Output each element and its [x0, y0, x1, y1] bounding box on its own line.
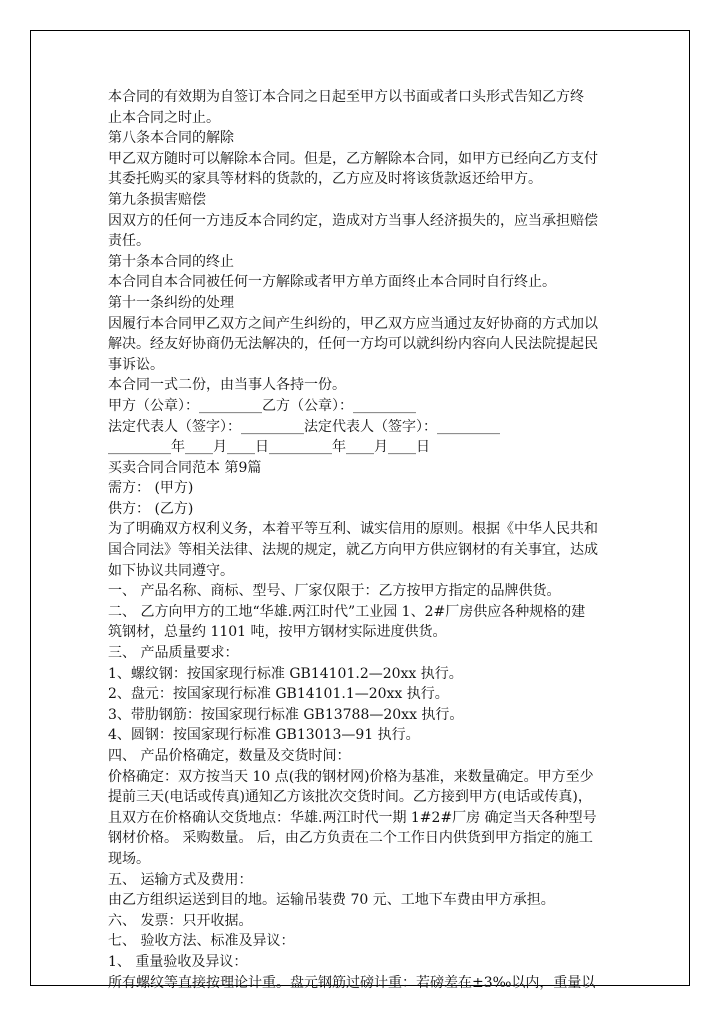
text-line: 提前三天(电话或传真)通知乙方该批次交货时间。乙方接到甲方(电话或传真)，: [108, 789, 592, 806]
list-item: 1、 重量验收及异议：: [108, 953, 248, 970]
document-body: [108, 87, 616, 993]
text-line: 甲乙双方随时可以解除本合同。但是，乙方解除本合同，如甲方已经向乙方支付: [108, 150, 598, 167]
text-line: 因双方的任何一方违反本合同约定，造成对方当事人经济损失的，应当承担赔偿: [108, 212, 598, 229]
text-line: 且双方在价格确认交货地点：华雄.两江时代一期 1#2#厂房 确定当天各种型号: [108, 809, 597, 826]
clause-line: 一、 产品名称、商标、型号、厂家仅限于：乙方按甲方指定的品牌供货。: [108, 583, 561, 600]
text-line: 因履行本合同甲乙双方之间产生纠纷的，甲乙双方应当通过友好协商的方式加以: [108, 315, 598, 332]
list-item: 4、圆钢：按国家现行标准 GB13013—91 执行。: [108, 727, 420, 744]
list-item: 2、盘元：按国家现行标准 GB14101.1—20xx 执行。: [108, 686, 449, 703]
document-title: 买卖合同合同范本 第9篇: [108, 459, 262, 476]
clause-line: 六、 发票：只开收据。: [108, 912, 253, 929]
list-item: 3、带肋钢筋：按国家现行标准 GB13788—20xx 执行。: [108, 706, 464, 723]
signature-line: 法定代表人（签字）：_________法定代表人（签字）：_________: [108, 418, 500, 435]
section-heading: 第九条损害赔偿: [108, 191, 206, 208]
text-line: 为了明确双方权利义务，本着平等互利、诚实信用的原则。根据《中华人民共和: [108, 521, 598, 538]
party-line: 需方： (甲方): [108, 480, 194, 497]
clause-line: 二、 乙方向甲方的工地“华雄.两江时代”工业园 1、2#厂房供应各种规格的建: [108, 603, 586, 620]
section-heading: 第十条本合同的终止: [108, 253, 234, 270]
text-line: 所有螺纹等直接按理论计重。盘元钢筋过磅计重：若磅差在±3‰以内，重量以: [108, 974, 596, 991]
text-line: 解决。经友好协商仍无法解决的，任何一方均可以就纠纷内容向人民法院提起民: [108, 336, 598, 353]
text-line: 事诉讼。: [108, 356, 164, 373]
list-item: 1、螺纹钢：按国家现行标准 GB14101.2—20xx 执行。: [108, 665, 463, 682]
clause-line: 七、 验收方法、标准及异议：: [108, 933, 295, 950]
clause-line: 五、 运输方式及费用：: [108, 871, 253, 888]
text-line: 本合同自本合同被任何一方解除或者甲方单方面终止本合同时自行终止。: [108, 274, 556, 291]
date-line: _________年____月____日_________年____月____日: [108, 439, 430, 456]
text-line: 其委托购买的家具等材料的货款的，乙方应及时将该货款返还给甲方。: [108, 171, 542, 188]
text-line: 国合同法》等相关法律、法规的规定，就乙方向甲方供应钢材的有关事宜，达成: [108, 542, 598, 559]
text-line: 钢材价格。 采购数量。 后，由乙方负责在二个工作日内供货到甲方指定的施工: [108, 830, 593, 847]
section-heading: 第八条本合同的解除: [108, 130, 234, 147]
text-line: 筑钢材，总量约 1101 吨，按甲方钢材实际进度供货。: [108, 624, 447, 641]
text-line: 责任。: [108, 233, 150, 250]
clause-line: 三、 产品质量要求：: [108, 645, 239, 662]
text-line: 由乙方组织运送到目的地。运输吊装费 70 元、工地下车费由甲方承担。: [108, 892, 555, 909]
text-line: 本合同的有效期为自签订本合同之日起至甲方以书面或者口头形式告知乙方终: [108, 89, 584, 105]
party-line: 供方： (乙方): [108, 500, 194, 517]
text-line: 止本合同之时止。: [108, 109, 220, 126]
clause-line: 四、 产品价格确定，数量及交货时间：: [108, 748, 351, 764]
text-line: 价格确定：双方按当天 10 点(我的钢材网)价格为基准，来数量确定。甲方至少: [108, 768, 594, 785]
text-line: 如下协议共同遵守。: [108, 562, 234, 579]
text-line: 本合同一式二份，由当事人各持一份。: [108, 377, 346, 394]
section-heading: 第十一条纠纷的处理: [108, 294, 234, 311]
signature-line: 甲方（公章）：_________乙方（公章）：_________: [108, 397, 416, 414]
text-line: 现场。: [108, 850, 150, 867]
